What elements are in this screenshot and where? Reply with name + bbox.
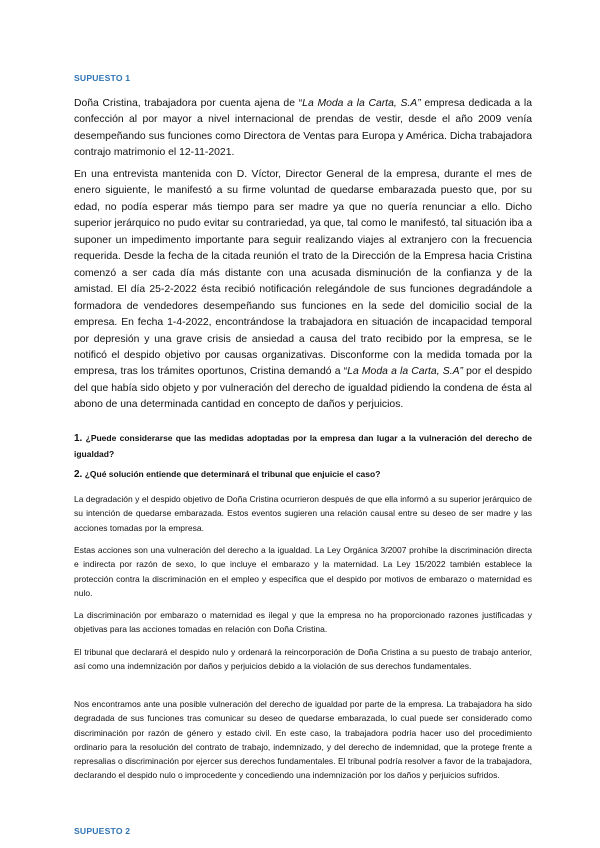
question-1-text: ¿Puede considerarse que las medidas adoptadas por la empresa dan lugar a la vulneración del derecho de igualdad? (74, 433, 532, 459)
company-name: La Moda a la Carta, S.A” (302, 98, 421, 109)
answer-paragraph-5: Nos encontramos ante una posible vulneración del derecho de igualdad por parte de la empresa. La trabajadora ha sido degradada de sus funciones tras comunicar su deseo de quedarse embarazada, lo cual puede ser considerado como discriminación por razón de género y estado civil. En este caso, la trabajadora podría hacer uso del procedimiento ordinario para la resolución del contrato de trabajo, indemnizado, y del derecho de indemnidad, que la protege frente a represalias o discriminación por ejercer sus derechos fundamentales. El tribunal podría resolver a favor de la trabajadora, declarando el despido nulo o improcedente y concediendo una indemnización por los daños y perjuicios sufridos. (74, 699, 532, 781)
case-paragraph-1-before: Doña Cristina, trabajadora por cuenta ajena de “ (74, 98, 303, 109)
case-paragraph-2-after: por el despido del que había sido objeto y por vulneración del derecho de igualdad pidiendo la condena de ésta al abono de una determinada cantidad en concepto de daños y perjuicios. (74, 366, 532, 411)
answer-paragraph-2: Estas acciones son una vulneración del derecho a la igualdad. La Ley Orgánica 3/2007 prohíbe la discriminación directa e indirecta por razón de sexo, lo que incluye el embarazo y la maternidad. La Ley 15/2022 también establece la protección contra la discriminación en el empleo y especifica que el despido por motivos de embarazo o maternidad es nulo. (74, 545, 532, 598)
answer-paragraph-3: La discriminación por embarazo o maternidad es ilegal y que la empresa no ha proporcionado razones justificadas y objetivas para las acciones tomadas en relación con Doña Cristina. (74, 610, 532, 635)
case-paragraph-2 (74, 167, 532, 414)
case-paragraph-1-after: empresa dedicada a la confección al por mayor a nivel internacional de prendas de vestir, desde el año 2009 venía desempeñando sus funciones como Directora de Ventas para Europa y América. Dicha trabajadora contrajo matrimonio el 12-11-2021. (74, 98, 532, 159)
question-2-number: 2. (74, 469, 83, 480)
answer-paragraph-4: El tribunal que declarará el despido nulo y ordenará la reincorporación de Doña Cristina a su puesto de trabajo anterior, así como una indemnización por daños y perjuicios debido a la violación de sus derechos fundamentales. (74, 647, 532, 672)
company-name: La Moda a la Carta, S.A” (347, 366, 463, 378)
answer-paragraph-1: La degradación y el despido objetivo de Doña Cristina ocurrieron después de que ella informó a su superior jerárquico de su intención de quedarse embarazada. Estos eventos sugieren una relación causal entre su deseo de ser madre y las acciones tomadas por la empresa. (74, 494, 532, 533)
supuesto-2-heading: SUPUESTO 2 (74, 826, 131, 836)
supuesto-1-heading: SUPUESTO 1 (74, 73, 131, 83)
question-2 (74, 467, 532, 483)
question-2-text: ¿Qué solución entiende que determinará el tribunal que enjuicie el caso? (84, 469, 381, 479)
question-1-number: 1. (74, 433, 83, 444)
case-paragraph-2-before: En una entrevista mantenida con D. Víctor, Director General de la empresa, durante el mes de enero siguiente, le manifestó a su firme voluntad de quedarse embarazada puesto que, por su edad, no podía esperar más tiempo para ser madre ya que no quería renunciar a ello. Dicho superior jerárquico no pudo evitar su contrariedad, ya que, tal como le manifestó, tal situación iba a suponer un impedimento importante para seguir realizando viajes al extranjero con la frecuencia requerida. Desde la fecha de la citada reunión el trato de la Dirección de la Empresa hacia Cristina comenzó a ser cada día más distante con una acusada disminución de la confianza y de la amistad. El día 25-2-2022 ésta recibió notificación relegándole de sus funciones degradándole a formadora de vendedores desempeñando sus funciones en la sede del domicilio social de la empresa. En fecha 1-4-2022, encontrándose la trabajadora en situación de incapacidad temporal por depresión y una grave crisis de ansiedad a causa del trato recibido por la empresa, se le notificó el despido objetivo por causas organizativas. Disconforme con la medida tomada por la empresa, tras los trámites oportunos, Cristina demandó a “ (74, 169, 532, 378)
case-paragraph-1 (74, 96, 532, 162)
question-1 (74, 431, 532, 462)
